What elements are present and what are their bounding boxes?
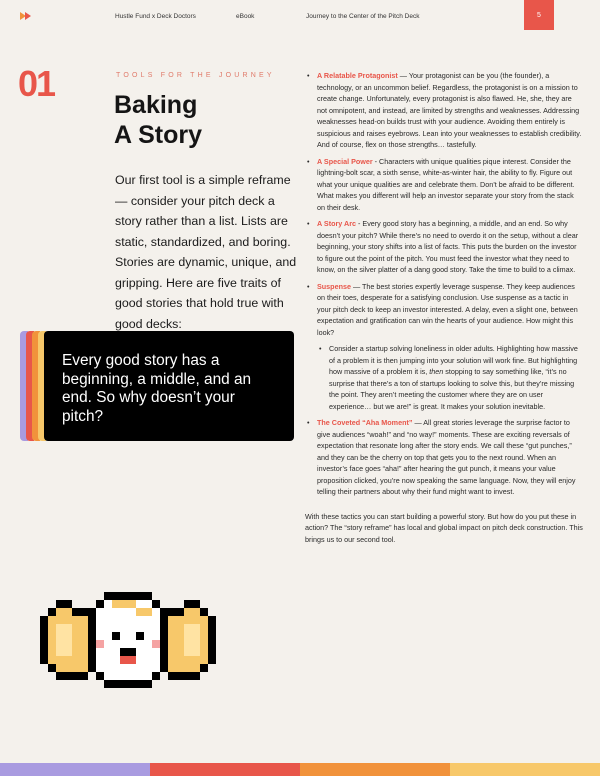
pull-quote: Every good story has a beginning, a middle, and an end. So why doesn’t your pitch? — [62, 352, 252, 425]
example-text-after: stopping to say something like, “it’s no surprise that there’s a ton of startups looking to solve this, but they’re missing the point. They aren’t meeting the customer where they are on user experience… but we are!” is great. It makes your solution inevitable. — [329, 367, 575, 411]
bullet-icon: • — [307, 219, 310, 228]
page-header — [0, 0, 600, 34]
intro-paragraph: Our first tool is a simple reframe — consider your pitch deck a story rather than a list. Lists are static, standardized, and boring. Stories are dynamic, unique, and gripping. Here are five traits of good stories that hold true with good decks: — [115, 173, 297, 331]
example-text-before: Consider a startup solving loneliness in older adults. Highlighting how massive of a problem it is then jumping into your solution will work fine. But highlighting how massive of a problem it is, — [329, 344, 578, 376]
title-line-2: A Story — [114, 121, 202, 149]
footer-segment-orange — [300, 763, 450, 776]
header-doc-title: Journey to the Center of the Pitch Deck — [306, 13, 420, 20]
page-title — [114, 90, 202, 150]
header-doc-type: eBook — [236, 13, 255, 20]
trait-name: A Relatable Protagonist — [317, 71, 398, 80]
footer-segment-red — [150, 763, 300, 776]
trait-text: — The best stories expertly leverage suspense. They keep audiences on their toes, desperate for a satisfying conclusion. Use suspense as a tactic in your pitch deck to keep an investor interested. A delay, even a slight one, between expectation and gratification can win the hearts of your audience. How might this look? — [317, 281, 578, 337]
traits-column — [305, 70, 583, 545]
chapter-label: TOOLS FOR THE JOURNEY — [116, 72, 275, 79]
trait-aha-moment — [305, 417, 583, 498]
bullet-icon: • — [319, 344, 322, 353]
trait-name: A Special Power — [317, 156, 373, 166]
title-line-1: Baking — [114, 91, 198, 119]
chapter-number: 01 — [18, 63, 55, 104]
trait-name: Suspense — [317, 281, 351, 291]
trait-story-arc — [305, 218, 583, 276]
trait-name: The Coveted “Aha Moment” — [317, 418, 413, 427]
trait-name: A Story Arc — [317, 219, 357, 228]
footer-color-bar — [0, 763, 600, 776]
footer-segment-yellow — [450, 763, 600, 776]
bullet-icon: • — [307, 71, 310, 80]
bullet-icon: • — [307, 281, 310, 291]
conclusion-paragraph: With these tactics you can start building a powerful story. But how do you put these in action? The “story reframe” has local and global impact on pitch deck construction. This brings us to our second tool. — [305, 511, 583, 544]
bullet-icon: • — [307, 156, 310, 166]
logo-icon — [20, 12, 34, 20]
example-emphasis: then — [429, 367, 444, 376]
trait-text: — Your protagonist can be you (the founder), a technology, or an uncommon belief. Regardless, the protagonist is on a mission to create change. Unfortunately, every protagonist is also flawed. He, she, they are not omnipotent, and instead, are limited by strengths and weaknesses. Addressing weaknesses head-on builds trust with your audience. Avoiding them entirely is suspicious and raises eyebrows. Lean into your weaknesses to establish credibility. And of course, flex on those strengths… tastefully. — [317, 71, 582, 149]
trait-special-power — [305, 156, 583, 214]
trait-suspense — [305, 281, 583, 339]
trait-text: - Characters with unique qualities pique interest. Consider the lightning-bolt scar, a sixth sense, white-as-winter hair, the ability to fly. Figure out what your unique qualities are and celebrate them. Don’t be afraid to be different. What makes you different will help an investor separate your story from the stack on their desk. — [317, 156, 575, 212]
suspense-example-item — [317, 343, 583, 412]
trait-relatable-protagonist — [305, 70, 583, 151]
trait-text: — All great stories leverage the surprise factor to give audiences “woah!” and “no way!” moments. These are exciting reversals of expectation that resonate long after the story ends. We call these “gut punches,” and they can be the cherry on top that gets you to the next round. When an investor’s face goes “aha!” after hearing the gut punch, it means your value proposition clicked, you’re now speaking the same language. Now, they will enjoy telling their partners about why their fund might want to invest. — [317, 418, 576, 496]
trait-text: - Every good story has a beginning, a middle, and an end. So why doesn’t your pitch? While there’s no need to overdo it on the setup, without a clear beginning, your story shifts into a list of facts. This puts the burden on the investor to figure out the point of the pitch. You must feed the investor what they need to know, on the silver platter of a dang good story. Take the time to build to a climax. — [317, 219, 579, 274]
header-brand: Hustle Fund x Deck Doctors — [115, 13, 196, 20]
bullet-icon: • — [307, 418, 310, 427]
suspense-example — [305, 343, 583, 412]
pixel-mascot-icon — [40, 592, 216, 688]
page-number: 5 — [524, 0, 554, 30]
footer-segment-purple — [0, 763, 150, 776]
